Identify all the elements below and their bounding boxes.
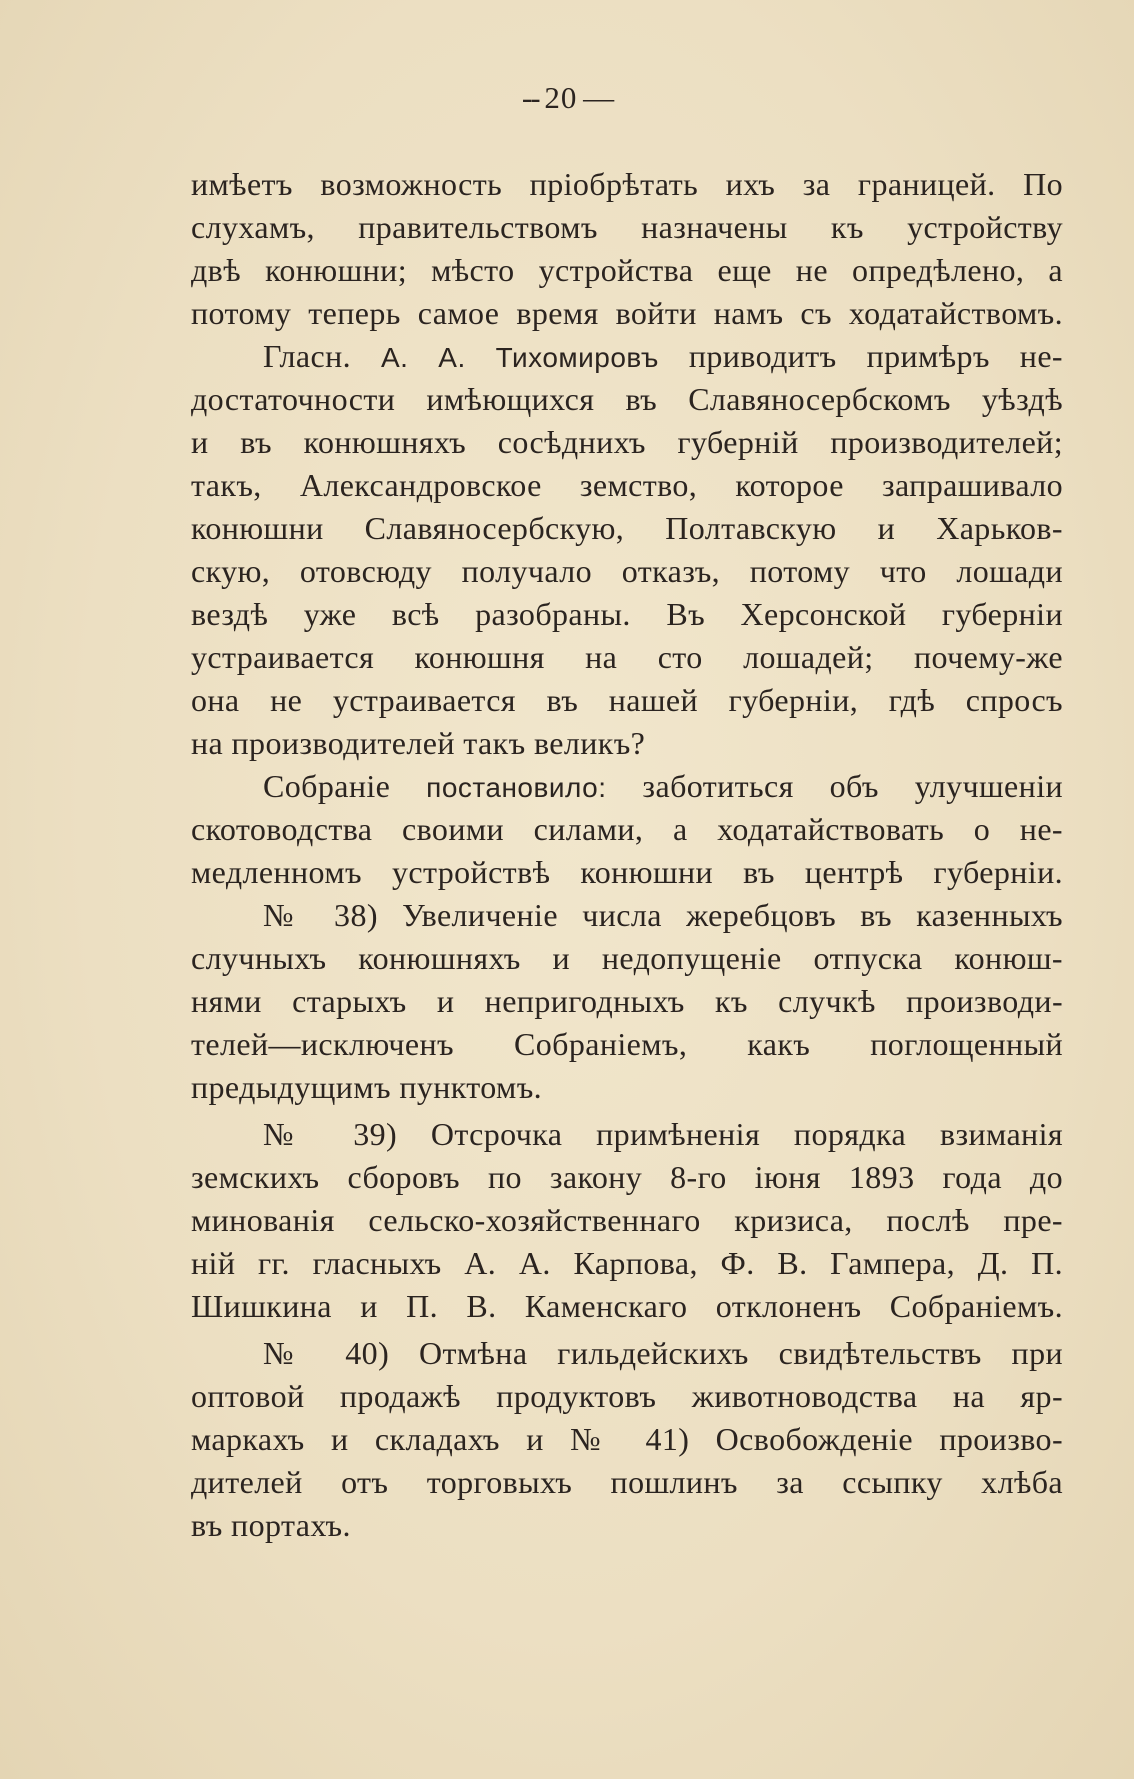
- text-line: № 39) Отсрочка примѣненія порядка взиманія: [263, 1116, 1063, 1152]
- text-line: на производителей такъ великъ?: [191, 725, 646, 761]
- text-line: конюшни Славяносербскую, Полтавскую и Харьков-: [191, 510, 1063, 546]
- text-line: достаточности имѣющихся въ Славяносербскомъ уѣздѣ: [191, 381, 1063, 417]
- speaker-prefix: Гласн.: [263, 338, 381, 374]
- body-text: [191, 163, 1063, 1547]
- text-line: ній гг. гласныхъ А. А. Карпова, Ф. В. Гампера, Д. П.: [191, 1245, 1063, 1281]
- text-line: двѣ конюшни; мѣсто устройства еще не опредѣлено, а: [191, 252, 1063, 288]
- text-line: она не устраивается въ нашей губерніи, гдѣ спросъ: [191, 682, 1063, 718]
- text-line-first: [191, 765, 1063, 808]
- paragraph-4: [191, 894, 1063, 1109]
- line-suffix: приводитъ примѣръ не-: [658, 338, 1063, 374]
- page-number-value: 20: [544, 80, 578, 115]
- text-line: № 40) Отмѣна гильдейскихъ свидѣтельствъ при: [263, 1335, 1063, 1371]
- line-prefix: Собраніе: [263, 768, 427, 804]
- paragraph-5: [191, 1113, 1063, 1328]
- text-line: медленномъ устройствѣ конюшни въ центрѣ губерніи.: [191, 854, 1063, 890]
- page-number-dash-left: --: [521, 80, 545, 115]
- paragraph-1: [191, 163, 1063, 335]
- text-line: имѣетъ возможность пріобрѣтать ихъ за границей. По: [191, 166, 1063, 202]
- line-suffix: заботиться объ улучшеніи: [606, 768, 1064, 804]
- page-number-dash-right: —: [577, 80, 613, 115]
- text-line: телей—исключенъ Собраніемъ, какъ поглощенный: [191, 1026, 1063, 1062]
- text-line: оптовой продажѣ продуктовъ животноводства на яр-: [191, 1378, 1063, 1414]
- paragraph-3: [191, 765, 1063, 894]
- text-line-first: [191, 335, 1063, 378]
- text-line: случныхъ конюшняхъ и недопущеніе отпуска конюш-: [191, 940, 1063, 976]
- text-line: Шишкина и П. В. Каменскаго отклоненъ Собраніемъ.: [191, 1288, 1063, 1324]
- paragraph-6: [191, 1332, 1063, 1547]
- page-number: [0, 80, 1134, 116]
- text-line: маркахъ и складахъ и № 41) Освобожденіе произво-: [191, 1421, 1063, 1457]
- text-line: слухамъ, правительствомъ назначены къ устройству: [191, 209, 1063, 245]
- text-line: потому теперь самое время войти намъ съ ходатайствомъ.: [191, 295, 1063, 331]
- text-line: въ портахъ.: [191, 1507, 351, 1543]
- text-line: минованія сельско-хозяйственнаго кризиса, послѣ пре-: [191, 1202, 1063, 1238]
- paragraph-2: [191, 335, 1063, 765]
- text-line: скую, отовсюду получало отказъ, потому что лошади: [191, 553, 1063, 589]
- text-line: и въ конюшняхъ сосѣднихъ губерній производителей;: [191, 424, 1063, 460]
- text-line: такъ, Александровское земство, которое запрашивало: [191, 467, 1063, 503]
- text-line: № 38) Увеличеніе числа жеребцовъ въ казенныхъ: [263, 897, 1063, 933]
- text-line: предыдущимъ пунктомъ.: [191, 1069, 543, 1105]
- resolution-keyword: постановило:: [426, 772, 607, 803]
- text-line: земскихъ сборовъ по закону 8-го іюня 1893 года до: [191, 1159, 1063, 1195]
- text-line: нями старыхъ и непригодныхъ къ случкѣ производи-: [191, 983, 1063, 1019]
- speaker-name: А. А. Тихомировъ: [380, 342, 659, 373]
- text-line: вездѣ уже всѣ разобраны. Въ Херсонской губерніи: [191, 596, 1063, 632]
- text-line: скотоводства своими силами, а ходатайствовать о не-: [191, 811, 1063, 847]
- text-line: дителей отъ торговыхъ пошлинъ за ссыпку хлѣба: [191, 1464, 1063, 1500]
- text-line: устраивается конюшня на сто лошадей; почему-же: [191, 639, 1063, 675]
